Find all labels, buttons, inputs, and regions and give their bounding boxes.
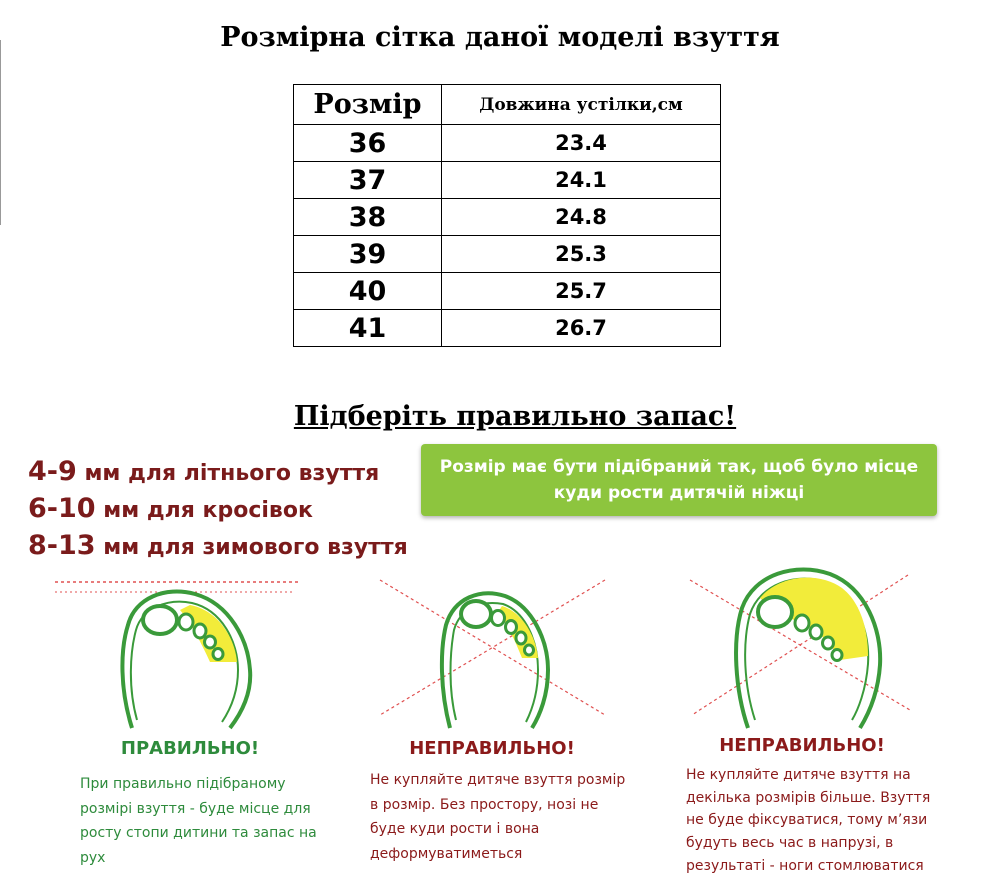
reserve-label: мм для кросівок [95, 498, 313, 523]
description-line: декілька розмірів більше. Взуття [686, 789, 931, 806]
reserve-line-summer [28, 456, 379, 487]
toe [179, 614, 193, 630]
verdict-too-big: НЕПРАВИЛЬНО! [719, 735, 885, 756]
size-cell: 36 [294, 125, 442, 162]
reserve-line-winter [28, 530, 408, 561]
toe [205, 636, 216, 648]
toe [492, 611, 505, 626]
length-cell: 24.8 [442, 199, 721, 236]
length-cell: 23.4 [442, 125, 721, 162]
description-line: в розмір. Без простору, нозі не [370, 796, 599, 813]
callout-line: куди рости дитячій ніжці [553, 483, 805, 503]
toe [213, 649, 223, 660]
description-line: рух [80, 849, 106, 866]
page-title: Розмірна сітка даної моделі взуття [220, 22, 780, 53]
toe [506, 621, 517, 634]
length-cell: 25.3 [442, 236, 721, 273]
description-line: розмірі взуття - буде місце для [80, 800, 311, 817]
description-line: росту стопи дитини та запас на [80, 825, 317, 841]
description-line: деформуватиметься [370, 845, 523, 862]
column-header-insole-length: Довжина устілки,см [442, 85, 721, 125]
big-toe [758, 597, 792, 627]
description-line: не буде фіксуватися, тому м’язи [686, 812, 928, 829]
correct-fit-foot-illustration [40, 570, 340, 730]
toe [810, 625, 822, 639]
reserve-range: 6-10 [28, 493, 96, 524]
tip-callout [421, 444, 937, 516]
reserve-label: мм для зимового взуття [95, 535, 408, 560]
size-cell: 38 [294, 199, 442, 236]
table-row [294, 310, 721, 347]
big-toe [143, 606, 177, 634]
size-chart-table [293, 84, 721, 347]
description-line: будуть весь час в напрузі, в [686, 835, 894, 852]
reserve-range: 8-13 [28, 530, 96, 561]
description-line: буде куди рости і вона [370, 821, 540, 837]
toe [525, 645, 534, 655]
description-line: При правильно підібраному [80, 776, 286, 792]
length-cell: 26.7 [442, 310, 721, 347]
description-too-small [370, 768, 660, 866]
image-edge-line [0, 40, 1, 225]
toe [823, 637, 834, 649]
description-line: Не купляйте дитяче взуття на [686, 767, 911, 783]
callout-line: Розмір має бути підібраний так, щоб було місце [439, 456, 919, 477]
table-row [294, 125, 721, 162]
section-subtitle: Підберіть правильно запас! [293, 401, 737, 432]
verdict-correct: ПРАВИЛЬНО! [120, 738, 260, 759]
too-small-foot-illustration [370, 570, 615, 730]
description-too-big [686, 764, 956, 877]
length-cell: 24.1 [442, 162, 721, 199]
table-row [294, 199, 721, 236]
toe [194, 624, 206, 638]
description-line: Не купляйте дитяче взуття розмір [370, 772, 626, 788]
table-row [294, 236, 721, 273]
size-cell: 37 [294, 162, 442, 199]
toe [516, 632, 526, 644]
size-cell: 40 [294, 273, 442, 310]
size-cell: 41 [294, 310, 442, 347]
length-cell: 25.7 [442, 273, 721, 310]
reserve-line-sneakers [28, 493, 313, 524]
table-header-row [294, 85, 721, 125]
description-correct [80, 772, 350, 870]
column-header-size: Розмір [294, 85, 442, 125]
toe [832, 650, 842, 661]
toe [795, 615, 809, 631]
reserve-label: мм для літнього взуття [76, 461, 380, 486]
table-row [294, 273, 721, 310]
too-big-foot-illustration [680, 560, 920, 730]
big-toe [461, 601, 491, 627]
verdict-too-small: НЕПРАВИЛЬНО! [409, 738, 575, 759]
table-row [294, 162, 721, 199]
description-line: результаті - ноги стомлюватися [686, 857, 924, 874]
size-cell: 39 [294, 236, 442, 273]
reserve-range: 4-9 [28, 456, 77, 487]
